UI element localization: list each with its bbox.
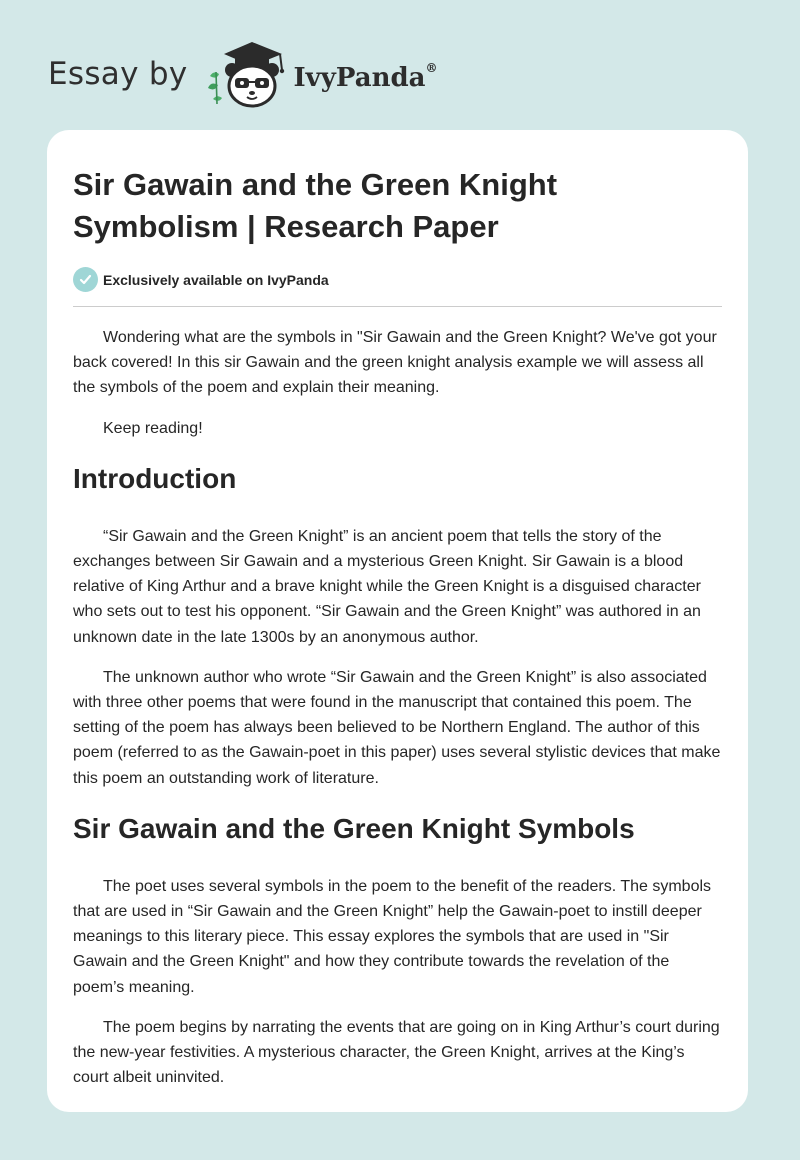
paragraph: The poet uses several symbols in the poem to the benefit of the readers. The symbols that are used in “Sir Gawain and the Green Knight” help the Gawain-poet to instill deeper meanings to this literary piece. This essay explores the symbols that are used in "Sir Gawain and the Green Knight" and how they contribute towards the revelation of the poem’s meaning. <box>73 877 712 996</box>
exclusive-badge <box>73 267 722 292</box>
paragraph: Wondering what are the symbols in "Sir Gawain and the Green Knight? We've got your back covered! In this sir Gawain and the green knight analysis example we will assess all the symbols of the poem and explain their meaning. <box>73 329 717 397</box>
section-heading-introduction: Introduction <box>73 462 237 494</box>
paragraph: The unknown author who wrote “Sir Gawain and the Green Knight” is also associated with three other poems that were found in the manuscript that contained this poem. The setting of the poem has always been believed to be Northern England. The author of this poem (referred to as the Gawain-poet in this paper) uses several stylistic devices that make this poem an outstanding work of literature. <box>73 668 721 787</box>
site-brand[interactable] <box>48 36 438 112</box>
paragraph: The poem begins by narrating the events that are going on in King Arthur’s court during the new-year festivities. A mysterious character, the Green Knight, arrives at the King’s court albeit uninvited. <box>73 1018 720 1087</box>
panda-mascot-icon <box>202 36 292 112</box>
brand-name: IvyPanda® <box>293 61 438 93</box>
badge-label: Exclusively available on IvyPanda <box>103 271 329 288</box>
paragraph: Keep reading! <box>103 419 203 437</box>
article-body <box>73 325 722 1090</box>
page-title: Sir Gawain and the Green Knight Symbolism | Research Paper <box>73 167 558 244</box>
paragraph: “Sir Gawain and the Green Knight” is an ancient poem that tells the story of the exchanges between Sir Gawain and a mysterious Green Knight. Sir Gawain is a blood relative of King Arthur and a brave knight while the Green Knight is a disguised character who sets out to test his opponent. “Sir Gawain and the Green Knight” was authored in an unknown date in the late 1300s by an anonymous author. <box>73 527 701 646</box>
divider <box>73 306 722 307</box>
brand-prefix: Essay by <box>48 56 188 92</box>
check-icon <box>73 267 98 292</box>
section-heading-symbols: Sir Gawain and the Green Knight Symbols <box>73 812 635 844</box>
article-card <box>47 130 748 1112</box>
